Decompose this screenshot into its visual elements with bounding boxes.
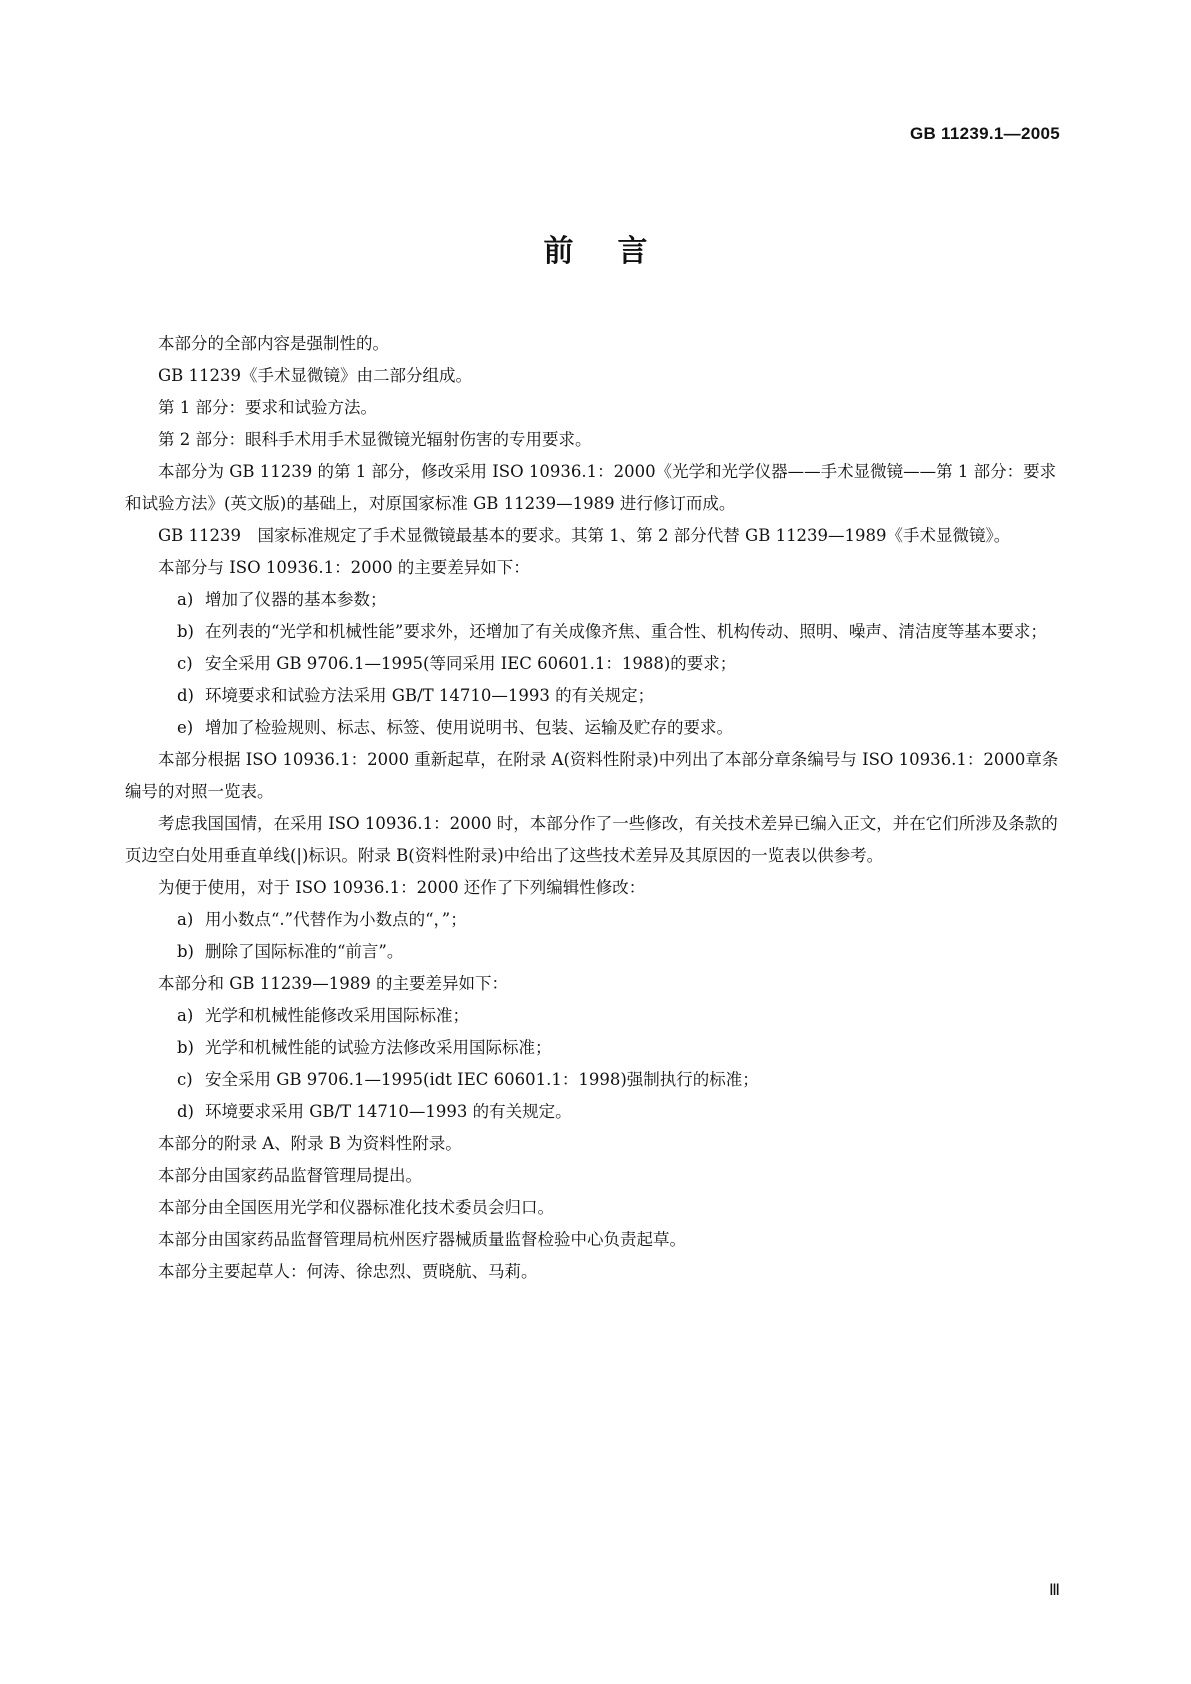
paragraph: 本部分主要起草人：何涛、徐忠烈、贾晓航、马莉。 [158,1262,538,1281]
paragraph: GB 11239 国家标准规定了手术显微镜最基本的要求。其第 1、第 2 部分代替 GB 11239—1989《手术显微镜》。 [158,526,1011,545]
paragraph: 本部分与 ISO 10936.1：2000 的主要差异如下： [158,558,530,577]
list-item-text: 增加了仪器的基本参数； [205,590,387,609]
list-item-text: 在列表的“光学和机械性能”要求外，还增加了有关成像齐焦、重合性、机构传动、照明、噪声、清洁度等基本要求； [205,622,1047,641]
list-item-marker: b) [177,1038,194,1057]
list-item [125,616,1060,648]
list-item [125,1000,1060,1032]
paragraph: 为便于使用，对于 ISO 10936.1：2000 还作了下列编辑性修改： [158,878,646,897]
paragraph: 本部分由全国医用光学和仪器标准化技术委员会归口。 [158,1198,554,1217]
paragraph: 本部分由国家药品监督管理局杭州医疗器械质量监督检验中心负责起草。 [158,1230,686,1249]
list-item [125,1096,1060,1128]
list-item [125,1064,1060,1096]
paragraph: 本部分根据 ISO 10936.1：2000 重新起草，在附录 A(资料性附录)中列出了本部分章条编号与 ISO 10936.1：2000章条编号的对照一览表。 [125,750,1059,801]
list-item-marker: d) [177,686,194,705]
list-item-text: 删除了国际标准的“前言”。 [205,942,404,961]
list-item-marker: c) [177,1070,193,1089]
document-body [125,328,1060,1288]
list-item-marker: a) [177,910,194,929]
list-item-marker: a) [177,590,194,609]
list-item-text: 增加了检验规则、标志、标签、使用说明书、包装、运输及贮存的要求。 [205,718,733,737]
list-item [125,936,1060,968]
list-item-text: 安全采用 GB 9706.1—1995(idt IEC 60601.1：1998)强制执行的标准； [205,1070,759,1089]
list-item-text: 光学和机械性能的试验方法修改采用国际标准； [205,1038,552,1057]
list-item [125,904,1060,936]
list-item-marker: c) [177,654,193,673]
paragraph: 本部分的附录 A、附录 B 为资料性附录。 [158,1134,462,1153]
paragraph: 考虑我国国情，在采用 ISO 10936.1：2000 时，本部分作了一些修改，有关技术差异已编入正文，并在它们所涉及条款的页边空白处用垂直单线(|)标识。附录 B(资料性附录)中给出了这些技术差异及其原因的一览表以供参考。 [125,814,1058,865]
list-item [125,648,1060,680]
page-number: Ⅲ [1048,1582,1060,1599]
list-item-marker: b) [177,622,194,641]
paragraph: 本部分为 GB 11239 的第 1 部分，修改采用 ISO 10936.1：2000《光学和光学仪器——手术显微镜——第 1 部分：要求和试验方法》(英文版)的基础上，对原国家标准 GB 11239—1989 进行修订而成。 [125,462,1057,513]
paragraph: 第 1 部分：要求和试验方法。 [158,398,377,417]
list-item [125,584,1060,616]
paragraph: 本部分的全部内容是强制性的。 [158,334,389,353]
list-item-text: 环境要求和试验方法采用 GB/T 14710—1993 的有关规定； [205,686,655,705]
list-item-marker: a) [177,1006,194,1025]
list-item-text: 环境要求采用 GB/T 14710—1993 的有关规定。 [205,1102,572,1121]
paragraph: 本部分和 GB 11239—1989 的主要差异如下： [158,974,509,993]
list-item-marker: d) [177,1102,194,1121]
list-item-text: 用小数点“.”代替作为小数点的“，”； [205,910,467,929]
list-item-text: 光学和机械性能修改采用国际标准； [205,1006,469,1025]
list-item [125,680,1060,712]
list-item-marker: b) [177,942,194,961]
page-title: 前言 [543,234,692,269]
standard-number: GB 11239.1—2005 [909,124,1060,143]
list-item [125,712,1060,744]
paragraph: GB 11239《手术显微镜》由二部分组成。 [158,366,473,385]
list-item [125,1032,1060,1064]
list-item-text: 安全采用 GB 9706.1—1995(等同采用 IEC 60601.1：1988)的要求； [205,654,737,673]
list-item-marker: e) [177,718,194,737]
paragraph: 第 2 部分：眼科手术用手术显微镜光辐射伤害的专用要求。 [158,430,592,449]
paragraph: 本部分由国家药品监督管理局提出。 [158,1166,422,1185]
